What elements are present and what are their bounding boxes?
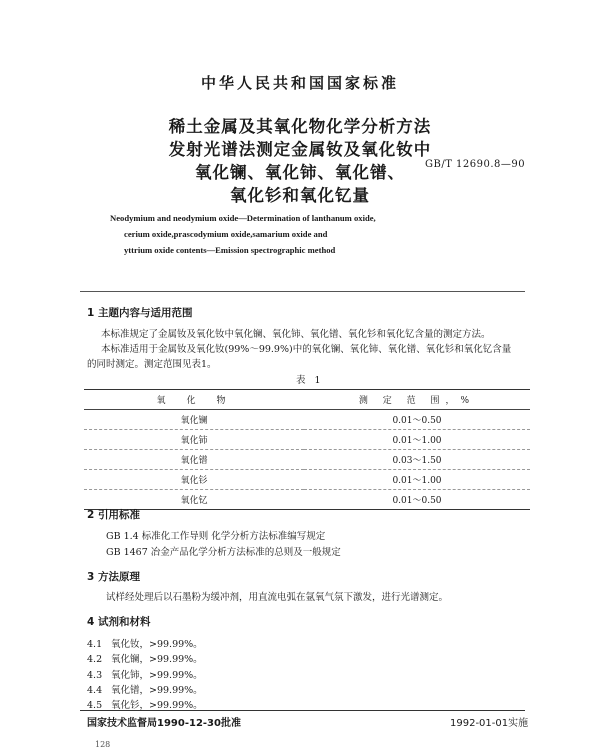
- reference-item: GB 1.4 标准化工作导则 化学分析方法标准编写规定: [106, 531, 326, 542]
- table-header-oxide: 氧 化 物: [84, 390, 304, 410]
- section-1-heading: 1 主题内容与适用范围: [87, 307, 193, 319]
- material-item: [87, 667, 203, 681]
- english-title-line-1: Neodymium and neodymium oxide—Determination of lanthanum oxide,: [110, 213, 376, 223]
- table-cell-range: 0.01～1.00: [304, 470, 530, 490]
- table-row: [84, 470, 530, 490]
- table-cell-oxide: 氧化钇: [84, 490, 304, 510]
- footer-divider: [80, 710, 525, 711]
- table-row: [84, 450, 530, 470]
- approval-note: 国家技术监督局1990-12-30批准: [87, 718, 241, 729]
- table-cell-range: 0.01～1.00: [304, 430, 530, 450]
- title-line-4: 氧化钐和氧化钇量: [230, 186, 370, 205]
- title-line-3: 氧化镧、氧化铈、氧化镨、: [195, 163, 405, 182]
- table-header-row: [84, 390, 530, 410]
- section-3-text: 试样经处理后以石墨粉为缓冲剂，用直流电弧在氩氧气氛下激发，进行光谱测定。: [106, 592, 449, 603]
- measurement-range-table: [84, 389, 530, 510]
- table-cell-range: 0.01～0.50: [304, 410, 530, 430]
- section-3-heading: 3 方法原理: [87, 571, 140, 583]
- national-standard-header: 中华人民共和国国家标准: [200, 74, 399, 92]
- table-row: [84, 430, 530, 450]
- material-number: 4.3: [87, 670, 103, 681]
- material-number: 4.4: [87, 685, 103, 696]
- material-item: [87, 636, 203, 650]
- table-row: [84, 490, 530, 510]
- table-cell-oxide: 氧化镨: [84, 450, 304, 470]
- material-number: 4.5: [87, 700, 103, 711]
- material-item: [87, 651, 203, 665]
- table-row: [84, 410, 530, 430]
- section-1-line-3: 的同时测定。测定范围见表1。: [87, 359, 217, 370]
- table-cell-oxide: 氧化铈: [84, 430, 304, 450]
- material-number: 4.1: [87, 639, 103, 650]
- material-text: 氧化铈，>99.99%。: [111, 670, 203, 681]
- standard-number: GB/T 12690.8—90: [425, 159, 526, 170]
- material-text: 氧化钐，>99.99%。: [111, 700, 203, 711]
- page-number: 128: [95, 740, 111, 749]
- title-line-1: 稀土金属及其氧化物化学分析方法: [168, 117, 432, 136]
- table-cell-oxide: 氧化钐: [84, 470, 304, 490]
- english-title-line-3: yttrium oxide contents—Emission spectrographic method: [124, 245, 336, 255]
- table-cell-range: 0.01～0.50: [304, 490, 530, 510]
- section-1-line-2: 本标准适用于金属钕及氧化钕(99%～99.9%)中的氧化镧、氧化铈、氧化镨、氧化钐和氧化钇含量: [101, 344, 512, 355]
- table-caption: 表 1: [296, 375, 324, 386]
- material-text: 氧化镧，>99.99%。: [111, 654, 203, 665]
- section-2-heading: 2 引用标准: [87, 509, 140, 521]
- table-header-range: 测 定 范 围，%: [304, 390, 530, 410]
- material-text: 氧化镨，>99.99%。: [111, 685, 203, 696]
- material-number: 4.2: [87, 654, 103, 665]
- table-cell-range: 0.03～1.50: [304, 450, 530, 470]
- section-4-heading: 4 试剂和材料: [87, 616, 151, 628]
- material-item: [87, 682, 203, 696]
- english-title-line-2: cerium oxide,prascodymium oxide,samarium oxide and: [124, 229, 328, 239]
- material-item: [87, 697, 203, 711]
- material-text: 氧化钕，>99.99%。: [111, 639, 203, 650]
- table-cell-oxide: 氧化镧: [84, 410, 304, 430]
- section-1-line-1: 本标准规定了金属钕及氧化钕中氧化镧、氧化铈、氧化镨、氧化钐和氧化钇含量的测定方法。: [101, 329, 491, 340]
- reference-item: GB 1467 冶金产品化学分析方法标准的总则及一般规定: [106, 547, 341, 558]
- title-line-2: 发射光谱法测定金属钕及氧化钕中: [168, 140, 432, 159]
- title-divider: [80, 291, 525, 292]
- effective-date: 1992-01-01实施: [450, 718, 529, 729]
